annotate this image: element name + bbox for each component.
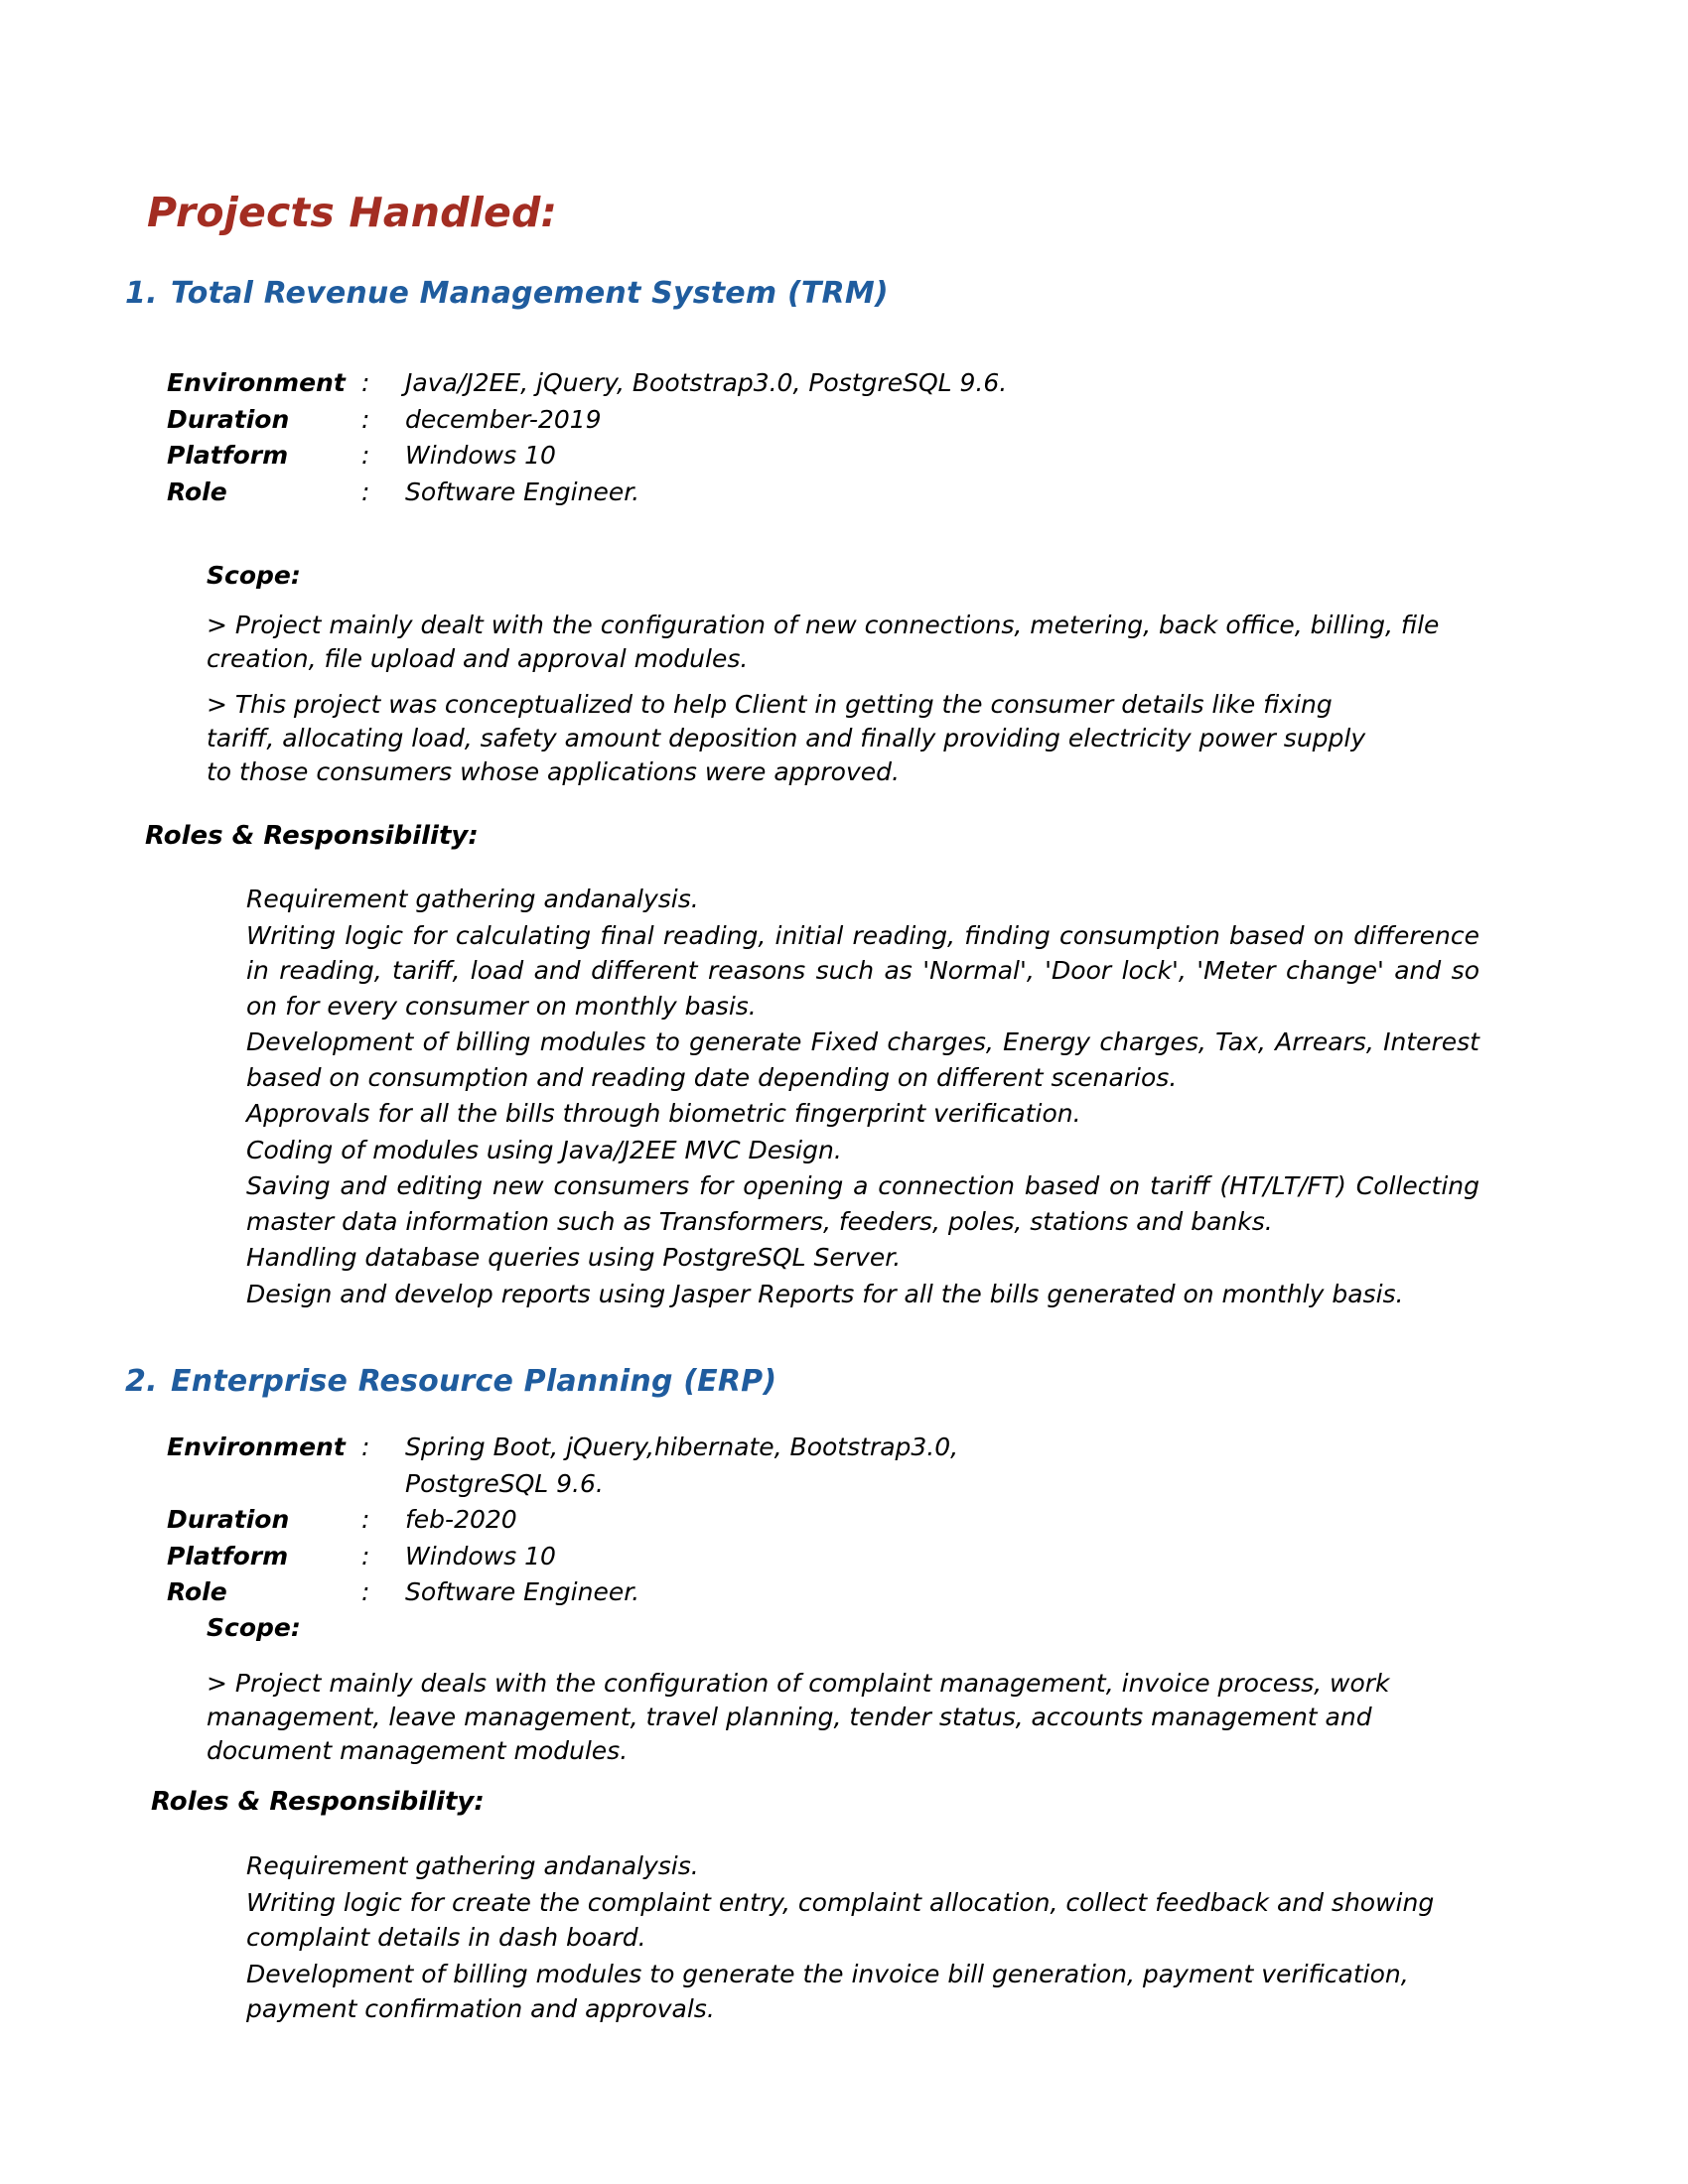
- meta-label-environment: Environment: [167, 368, 346, 397]
- meta-row-duration: [167, 402, 1458, 439]
- list-item: Approvals for all the bills through biometric fingerprint verification.: [246, 1099, 1081, 1128]
- meta-value-platform: Windows 10: [405, 441, 556, 470]
- meta-colon: :: [361, 404, 370, 434]
- meta-label-role: Role: [167, 1577, 227, 1606]
- list-item: Writing logic for calculating final reading, initial reading, finding consumption based on difference in reading, tariff, load and different reasons such as 'Normal', 'Door lock', 'Meter change' and so on for every consumer on monthly basis.: [246, 920, 1479, 1021]
- project-meta-1: [167, 365, 1458, 510]
- meta-row-environment: [167, 365, 1458, 402]
- project-number-1: 1.: [125, 276, 158, 311]
- meta-value-platform: Windows 10: [405, 1541, 556, 1570]
- meta-label-duration: Duration: [167, 404, 290, 434]
- scope-paragraph-1-2: > This project was conceptualized to help Client in getting the consumer details like fixing tariff, allocating load, safety amount deposition and finally providing electricity power supply to those consumers whose applications were approved.: [207, 690, 1366, 786]
- meta-row-environment: [167, 1430, 1458, 1466]
- meta-colon: :: [361, 441, 370, 470]
- list-item: Development of billing modules to generate the invoice bill generation, payment verification, payment confirmation and approvals.: [246, 1959, 1409, 2023]
- meta-row-platform: [167, 1539, 1458, 1575]
- meta-row-duration: [167, 1502, 1458, 1539]
- meta-value-environment-line2: PostgreSQL 9.6.: [405, 1468, 604, 1498]
- meta-colon: :: [361, 1505, 370, 1534]
- scope-title-1: Scope:: [207, 561, 301, 590]
- meta-value-environment: Java/J2EE, jQuery, Bootstrap3.0, PostgreSQL 9.6.: [405, 368, 1008, 397]
- list-item: Requirement gathering andanalysis.: [246, 885, 699, 913]
- project-heading-2: [125, 1364, 776, 1399]
- list-item: Coding of modules using Java/J2EE MVC Design.: [246, 1135, 842, 1164]
- meta-value-duration: december-2019: [405, 404, 602, 434]
- scope-paragraph-2-1: > Project mainly deals with the configuration of complaint management, invoice process, work management, leave management, travel planning, tender status, accounts management and document management modules.: [207, 1669, 1390, 1765]
- project-name-2: Enterprise Resource Planning (ERP): [171, 1364, 777, 1399]
- meta-row-role: [167, 1574, 1458, 1611]
- list-item: Saving and editing new consumers for opening a connection based on tariff (HT/LT/FT) Collecting master data information such as Transformers, feeders, poles, stations and banks.: [246, 1171, 1479, 1236]
- roles-title-2: Roles & Responsibility:: [151, 1787, 485, 1817]
- list-item: Development of billing modules to generate Fixed charges, Energy charges, Tax, Arrears, Interest based on consumption and reading date depending on different scenarios.: [246, 1027, 1479, 1092]
- meta-value-environment: Spring Boot, jQuery,hibernate, Bootstrap3.0,: [405, 1433, 959, 1461]
- project-heading-1: [125, 276, 889, 311]
- meta-row-platform: [167, 438, 1458, 475]
- roles-list-1: [246, 882, 1479, 1312]
- meta-colon: :: [361, 368, 370, 397]
- meta-label-environment: Environment: [167, 1433, 346, 1461]
- meta-colon: :: [361, 477, 370, 506]
- meta-colon: :: [361, 1433, 370, 1461]
- roles-list-2: [246, 1848, 1479, 2028]
- list-item: Writing logic for create the complaint entry, complaint allocation, collect feedback and showing complaint details in dash board.: [246, 1887, 1435, 1952]
- meta-label-duration: Duration: [167, 1505, 290, 1534]
- scope-paragraph-1-1: > Project mainly dealt with the configuration of new connections, metering, back office, billing, file creation, file upload and approval modules.: [207, 611, 1440, 673]
- meta-value-role: Software Engineer.: [405, 1577, 640, 1606]
- meta-colon: :: [361, 1541, 370, 1570]
- list-item: Handling database queries using PostgreSQL Server.: [246, 1243, 902, 1272]
- page-title: Projects Handled:: [147, 189, 558, 236]
- meta-label-platform: Platform: [167, 1541, 289, 1570]
- meta-row-role: [167, 475, 1458, 511]
- project-name-1: Total Revenue Management System (TRM): [171, 276, 889, 311]
- meta-value-role: Software Engineer.: [405, 477, 640, 506]
- list-item: Requirement gathering andanalysis.: [246, 1851, 699, 1880]
- meta-value-duration: feb-2020: [405, 1505, 517, 1534]
- meta-label-role: Role: [167, 477, 227, 506]
- meta-label-platform: Platform: [167, 441, 289, 470]
- scope-title-2: Scope:: [207, 1613, 301, 1642]
- project-number-2: 2.: [125, 1364, 158, 1399]
- list-item: Design and develop reports using Jasper Reports for all the bills generated on monthly basis.: [246, 1279, 1404, 1308]
- meta-colon: :: [361, 1577, 370, 1606]
- roles-title-1: Roles & Responsibility:: [145, 821, 479, 851]
- project-meta-2: [167, 1430, 1458, 1611]
